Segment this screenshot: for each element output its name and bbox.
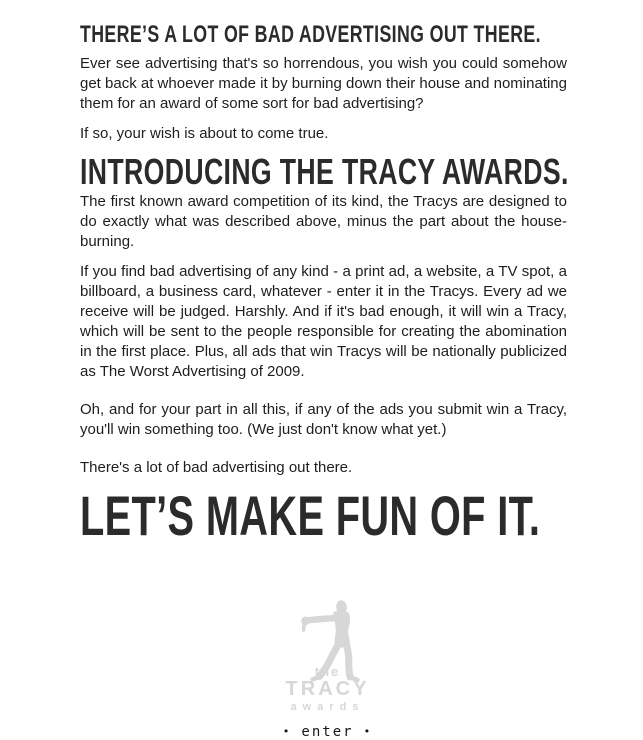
enter-bullet-left: • (282, 725, 292, 738)
enter-link[interactable] (88, 724, 567, 740)
headline-lets-make-fun-text: LET’S MAKE FUN OF IT. (80, 484, 541, 547)
headline-lets-make-fun (80, 484, 567, 547)
logo-wordmark (88, 665, 567, 713)
headline-bad-advertising-text: THERE’S A LOT OF BAD ADVERTISING OUT THERE. (80, 21, 541, 48)
enter-label: enter (301, 724, 354, 740)
logo-the: the (314, 664, 341, 679)
headline-introducing-tracy-awards (80, 151, 569, 192)
headline-introducing-tracy-awards-text: INTRODUCING THE TRACY AWARDS. (80, 151, 569, 192)
tracy-awards-logo (88, 599, 567, 713)
description-paragraph: The first known award competition of its kind, the Tracys are designed to do exactly what was described above, minus the part about the house-burning. (80, 193, 567, 250)
rules-paragraph: If you find bad advertising of any kind - a print ad, a website, a TV spot, a billboard, a business card, whatever - enter it in the Tracys. Every ad we receive will be judged. Harshly. And if it's bad enough, it will win a Tracy, which will be sent to the people responsible for creating the abomination in the first place. Plus, all ads that win Tracys will be nationally publicized as The Worst Advertising of 2009. (80, 263, 567, 380)
wish-paragraph: If so, your wish is about to come true. (80, 125, 329, 142)
logo-awards: awards (290, 701, 365, 713)
logo-tracy: TRACY (285, 678, 370, 700)
enter-bullet-right: • (363, 725, 373, 738)
intro-paragraph: Ever see advertising that's so horrendous, you wish you could somehow get back at whoever made it by burning down their house and nominating them for an award of some sort for bad advertising? (80, 55, 567, 112)
prize-paragraph: Oh, and for your part in all this, if any of the ads you submit win a Tracy, you'll win something too. (We just don't know what yet.) (80, 401, 567, 438)
headline-bad-advertising (80, 22, 567, 48)
tagline-paragraph: There's a lot of bad advertising out there. (80, 459, 353, 476)
